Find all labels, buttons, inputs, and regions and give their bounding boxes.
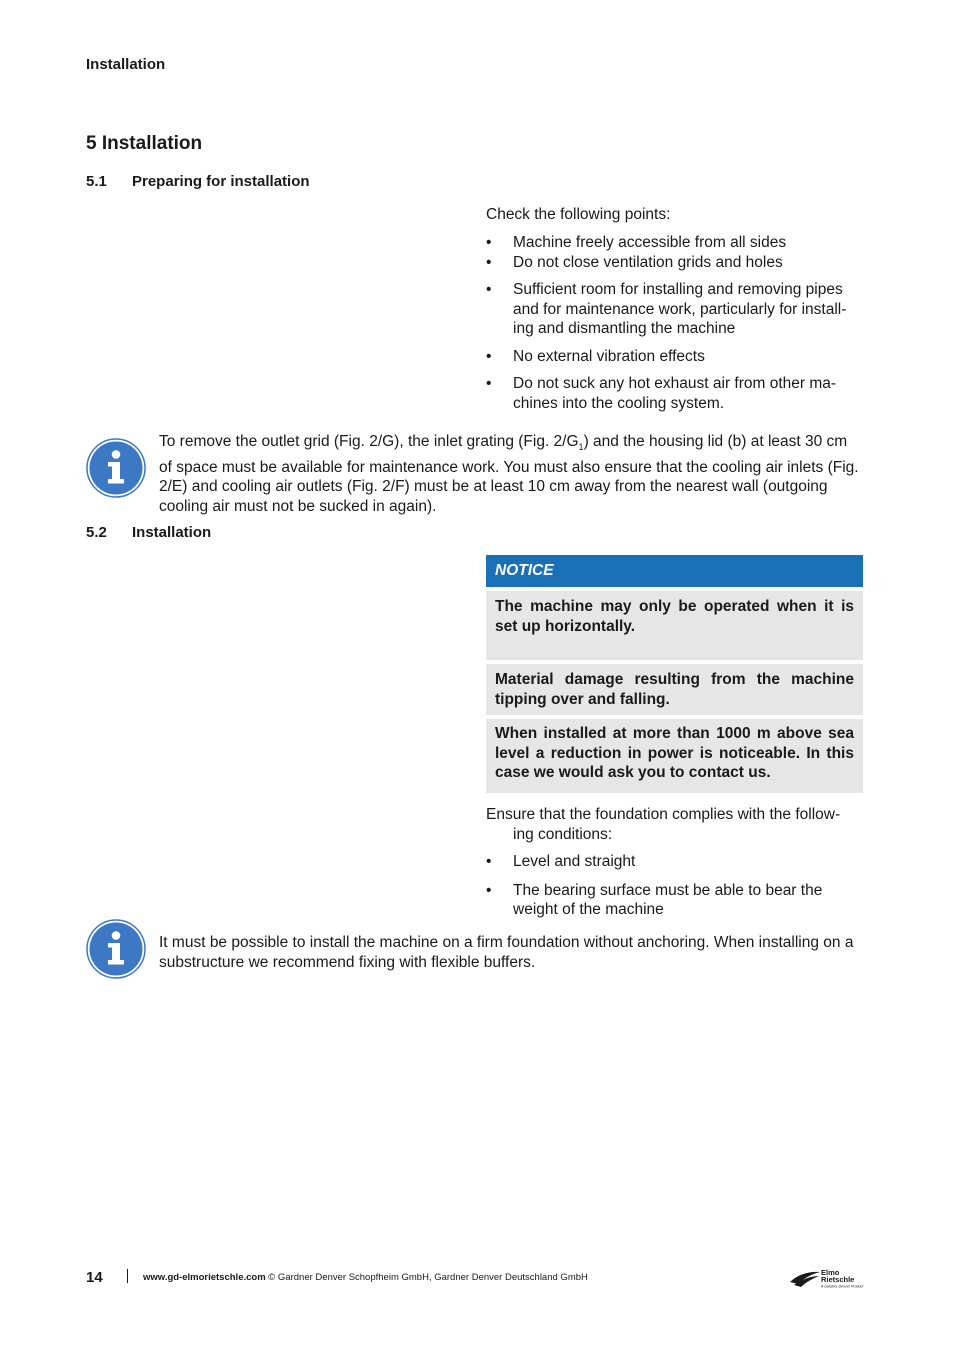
bullet-dot: •: [486, 853, 492, 870]
chapter-title: 5 Installation: [86, 133, 203, 154]
section-number: 5.1: [86, 173, 107, 190]
section-title: Preparing for installation: [132, 173, 310, 190]
notice-box: [486, 555, 863, 793]
info-icon: [86, 919, 146, 979]
section-heading-5-1: [86, 173, 486, 193]
info-note-clearance: To remove the outlet grid (Fig. 2/G), the inlet grating (Fig. $2/G_1$) and the housing lid (b) at least 30 cm of space must be available for maintenance work. You must also ensure that the cooling air inlets (Fig. 2/E) and cooling air outlets (Fig. 2/F) must be at least 10 cm away from the nearest wall (outgoing cooling air must not be sucked in again).: [159, 433, 859, 515]
logo-tagline: A Gardner Denver Product: [821, 1284, 864, 1289]
logo-line1: Elmo: [821, 1268, 840, 1277]
info-note-foundation: It must be possible to install the machine on a firm foundation without anchoring. When installing on a substructure we recommend fixing with flexible buffers.: [159, 934, 854, 971]
foundation-intro: Ensure that the foundation complies with the follow- ing conditions:: [486, 806, 841, 843]
page-number: 14: [86, 1269, 103, 1286]
running-header: Installation: [86, 56, 166, 73]
checklist-intro: Check the following points:: [486, 206, 671, 223]
notice-item: The machine may only be operated when it is set up horizontally.: [486, 591, 863, 660]
list-item: • The bearing surface must be able to bear the weight of the machine: [486, 881, 823, 918]
bullet-dot: •: [486, 881, 492, 899]
notice-item: When installed at more than 1000 m above sea level a reduction in power is noticeable. In this case we would ask you to contact us.: [486, 719, 863, 793]
list-item: • Do not close ventilation grids and holes: [486, 253, 783, 271]
checklist: [486, 233, 866, 413]
bullet-dot: •: [486, 234, 492, 251]
list-item: • Level and straight: [486, 853, 636, 870]
elmo-rietschle-logo: [788, 1268, 866, 1290]
bullet-dot: •: [486, 281, 492, 298]
logo-line2: Rietschle: [821, 1275, 855, 1284]
footer-copyright: www.gd-elmorietschle.com © Gardner Denver Schopfheim GmbH, Gardner Denver Deutschland GmbH: [143, 1272, 588, 1283]
list-item: • No external vibration effects: [486, 347, 705, 365]
bullet-dot: •: [486, 347, 492, 365]
section-heading-5-2: [86, 524, 486, 544]
notice-item: Material damage resulting from the machine tipping over and falling.: [486, 664, 863, 715]
bullet-dot: •: [486, 375, 492, 392]
section-number: 5.2: [86, 524, 107, 541]
list-item: • Do not suck any hot exhaust air from other ma-chines into the cooling system.: [486, 375, 837, 412]
list-item: • Machine freely accessible from all sides: [486, 234, 787, 251]
foundation-conditions: [486, 852, 866, 920]
bullet-dot: •: [486, 253, 492, 271]
info-icon: [86, 438, 146, 498]
notice-heading: NOTICE: [486, 555, 863, 587]
footer-divider: [127, 1269, 128, 1283]
footer-url[interactable]: www.gd-elmorietschle.com: [143, 1272, 266, 1283]
section-title: Installation: [132, 524, 212, 541]
list-item: • Sufficient room for installing and removing pipes and for maintenance work, particularly for install-ing and dismantling the machine: [486, 281, 847, 337]
